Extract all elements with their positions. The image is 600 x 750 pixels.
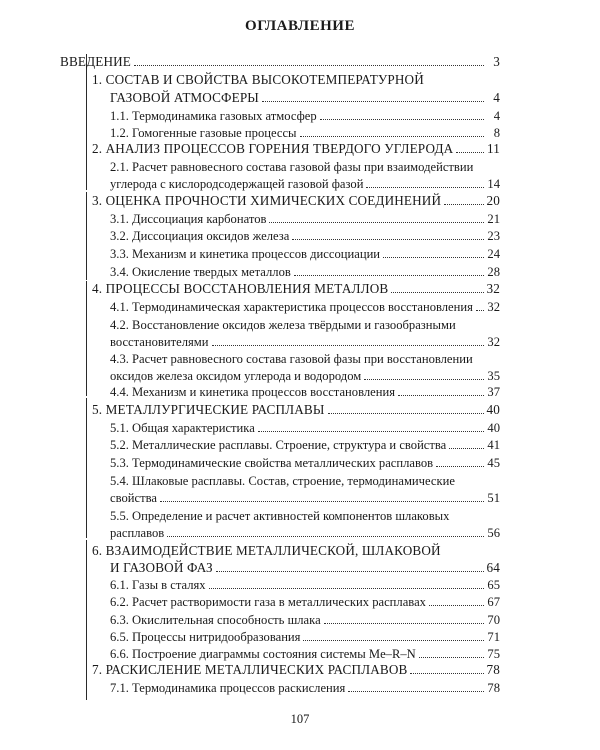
toc-entry-ch6[interactable]	[110, 560, 500, 576]
toc-label: ГАЗОВОЙ АТМОСФЕРЫ	[110, 90, 259, 105]
toc-page-number: 71	[487, 630, 500, 644]
toc-leader-dots	[444, 204, 484, 205]
toc-page-number: 4	[493, 109, 500, 123]
toc-label: 6.1. Газы в сталях	[110, 578, 206, 592]
toc-label: 1.1. Термодинамика газовых атмосфер	[110, 109, 317, 123]
toc-entry-4-3-first-line[interactable]: 4.3. Расчет равновесного состава газовой фазы при восстановлении	[110, 352, 473, 366]
toc-entry-2-1[interactable]	[110, 176, 500, 192]
toc-entry-ch7[interactable]	[92, 662, 500, 678]
toc-page-number: 8	[493, 126, 500, 140]
toc-entry-ch3[interactable]	[92, 193, 500, 209]
page-title: ОГЛАВЛЕНИЕ	[245, 18, 355, 34]
toc-leader-dots	[348, 691, 484, 692]
toc-label: 3.3. Механизм и кинетика процессов диссоциации	[110, 247, 381, 261]
toc-leader-dots	[160, 501, 484, 502]
toc-page-number: 40	[486, 402, 500, 417]
toc-leader-dots	[391, 292, 484, 293]
toc-leader-dots	[476, 310, 484, 311]
toc-page-number: 32	[486, 281, 500, 296]
toc-page-number: 45	[487, 456, 500, 470]
toc-label: 6.6. Построение диаграммы состояния системы Me–R–N	[110, 647, 416, 661]
toc-label: 6.2. Расчет растворимости газа в металлических расплавах	[110, 595, 426, 609]
toc-leader-dots	[303, 640, 484, 641]
toc-leader-dots	[324, 623, 484, 624]
toc-leader-dots	[294, 275, 484, 276]
toc-page-number: 78	[486, 662, 500, 677]
toc-entry-3-2[interactable]	[110, 228, 500, 244]
page-number: 107	[290, 712, 310, 726]
toc-entry-7-1[interactable]	[110, 680, 500, 696]
toc-entry-6-3[interactable]	[110, 612, 500, 628]
toc-page-number: 14	[487, 177, 500, 191]
toc-label: углерода с кислородсодержащей газовой фазой	[110, 177, 364, 191]
toc-label: оксидов железа оксидом углерода и водородом	[110, 369, 362, 383]
toc-entry-3-1[interactable]	[110, 211, 500, 227]
toc-page-number: 3	[493, 54, 500, 69]
toc-label: 3. ОЦЕНКА ПРОЧНОСТИ ХИМИЧЕСКИХ СОЕДИНЕНИЙ	[92, 193, 442, 208]
toc-page-number: 28	[487, 265, 500, 279]
toc-entry-5-2[interactable]	[110, 437, 500, 453]
toc-label: ВВЕДЕНИЕ	[60, 54, 132, 69]
toc-entry-5-5[interactable]	[110, 525, 500, 541]
toc-leader-dots	[436, 466, 484, 467]
toc-page-number: 65	[487, 578, 500, 592]
toc-page-number: 4	[493, 90, 500, 105]
toc-entry-ch6-first-line[interactable]: 6. ВЗАИМОДЕЙСТВИЕ МЕТАЛЛИЧЕСКОЙ, ШЛАКОВОЙ	[92, 543, 441, 558]
toc-page-number: 32	[487, 300, 500, 314]
toc-leader-dots	[216, 571, 484, 572]
toc-label: восстановителями	[110, 335, 209, 349]
toc-label: 6.3. Окислительная способность шлака	[110, 613, 321, 627]
toc-page-number: 20	[486, 193, 500, 208]
toc-leader-dots	[258, 431, 484, 432]
toc-entry-ch2[interactable]	[92, 141, 500, 157]
toc-page-number: 67	[487, 595, 500, 609]
toc-leader-dots	[212, 345, 485, 346]
toc-rule-ch5	[86, 398, 87, 538]
toc-entry-6-5[interactable]	[110, 629, 500, 645]
toc-leader-dots	[328, 413, 485, 414]
toc-leader-dots	[366, 187, 484, 188]
toc-page-number: 51	[487, 491, 500, 505]
toc-page-number: 21	[487, 212, 500, 226]
toc-rule-ch6	[86, 540, 87, 656]
toc-label: 5.2. Металлические расплавы. Строение, структура и свойства	[110, 438, 447, 452]
toc-page-number: 56	[487, 526, 500, 540]
toc-entry-6-6[interactable]	[110, 646, 500, 662]
toc-label: 5. МЕТАЛЛУРГИЧЕСКИЕ РАСПЛАВЫ	[92, 402, 325, 417]
toc-entry-6-2[interactable]	[110, 594, 500, 610]
toc-entry-ch1-first-line[interactable]: 1. СОСТАВ И СВОЙСТВА ВЫСОКОТЕМПЕРАТУРНОЙ	[92, 72, 424, 87]
toc-leader-dots	[383, 257, 484, 258]
toc-entry-5-5-first-line[interactable]: 5.5. Определение и расчет активностей компонентов шлаковых	[110, 509, 450, 523]
toc-page-number: 37	[487, 385, 500, 399]
toc-label: 7.1. Термодинамика процессов раскисления	[110, 681, 346, 695]
toc-entry-6-1[interactable]	[110, 577, 500, 593]
toc-label: 2. АНАЛИЗ ПРОЦЕССОВ ГОРЕНИЯ ТВЕРДОГО УГЛЕРОДА	[92, 141, 454, 156]
toc-page-number: 70	[487, 613, 500, 627]
toc-entry-2-1-first-line[interactable]: 2.1. Расчет равновесного состава газовой фазы при взаимодействии	[110, 160, 474, 174]
toc-leader-dots	[167, 536, 484, 537]
toc-entry-3-3[interactable]	[110, 246, 500, 262]
toc-page-number: 11	[487, 141, 500, 156]
toc-label: 3.2. Диссоциация оксидов железа	[110, 229, 290, 243]
toc-entry-4-4[interactable]	[110, 384, 500, 400]
toc-rule-ch7	[86, 656, 87, 700]
toc-leader-dots	[209, 588, 484, 589]
toc-entry-ch1[interactable]	[110, 90, 500, 106]
toc-label: 5.3. Термодинамические свойства металлических расплавов	[110, 456, 434, 470]
toc-label: 3.4. Окисление твердых металлов	[110, 265, 291, 279]
toc-leader-dots	[364, 379, 484, 380]
toc-entry-5-4[interactable]	[110, 490, 500, 506]
toc-leader-dots	[269, 222, 484, 223]
toc-page-number: 78	[487, 681, 500, 695]
toc-entry-5-4-first-line[interactable]: 5.4. Шлаковые расплавы. Состав, строение, термодинамические	[110, 474, 455, 488]
toc-leader-dots	[410, 673, 484, 674]
toc-label: свойства	[110, 491, 157, 505]
toc-entry-4-3[interactable]	[110, 368, 500, 384]
toc-leader-dots	[398, 395, 484, 396]
toc-page-number: 40	[487, 421, 500, 435]
toc-leader-dots	[320, 119, 484, 120]
toc-entry-intro[interactable]	[60, 54, 500, 70]
toc-label: 3.1. Диссоциация карбонатов	[110, 212, 267, 226]
toc-label: 6.5. Процессы нитридообразования	[110, 630, 301, 644]
toc-page-number: 75	[487, 647, 500, 661]
toc-label: И ГАЗОВОЙ ФАЗ	[110, 560, 213, 575]
toc-leader-dots	[300, 136, 484, 137]
toc-label: 5.1. Общая характеристика	[110, 421, 255, 435]
toc-entry-1-1[interactable]	[110, 108, 500, 124]
toc-label: расплавов	[110, 526, 165, 540]
toc-rule-ch3	[86, 192, 87, 280]
toc-label: 4.1. Термодинамическая характеристика процессов восстановления	[110, 300, 473, 314]
toc-page-number: 23	[487, 229, 500, 243]
toc-page-number: 64	[486, 560, 500, 575]
toc-rule-ch2	[86, 140, 87, 190]
toc-page-number: 41	[487, 438, 500, 452]
toc-entry-5-1[interactable]	[110, 420, 500, 436]
toc-leader-dots	[292, 239, 484, 240]
toc-leader-dots	[449, 448, 484, 449]
toc-entry-ch4[interactable]	[92, 281, 500, 297]
toc-entry-1-2[interactable]	[110, 125, 500, 141]
toc-leader-dots	[456, 152, 484, 153]
toc-leader-dots	[429, 605, 484, 606]
toc-rule-ch4	[86, 281, 87, 396]
toc-label: 4.4. Механизм и кинетика процессов восстановления	[110, 385, 396, 399]
toc-leader-dots	[134, 65, 484, 66]
toc-entry-4-2[interactable]	[110, 334, 500, 350]
toc-leader-dots	[419, 657, 484, 658]
toc-entry-3-4[interactable]	[110, 264, 500, 280]
toc-label: 7. РАСКИСЛЕНИЕ МЕТАЛЛИЧЕСКИХ РАСПЛАВОВ	[92, 662, 408, 677]
toc-label: 4. ПРОЦЕССЫ ВОССТАНОВЛЕНИЯ МЕТАЛЛОВ	[92, 281, 389, 296]
toc-entry-4-2-first-line[interactable]: 4.2. Восстановление оксидов железа твёрдыми и газообразными	[110, 318, 456, 332]
toc-entry-ch5[interactable]	[92, 402, 500, 418]
toc-entry-4-1[interactable]	[110, 299, 500, 315]
toc-page-number: 35	[487, 369, 500, 383]
toc-leader-dots	[262, 101, 484, 102]
toc-page-number: 24	[487, 247, 500, 261]
toc-label: 1.2. Гомогенные газовые процессы	[110, 126, 297, 140]
toc-entry-5-3[interactable]	[110, 455, 500, 471]
toc-page-number: 32	[487, 335, 500, 349]
